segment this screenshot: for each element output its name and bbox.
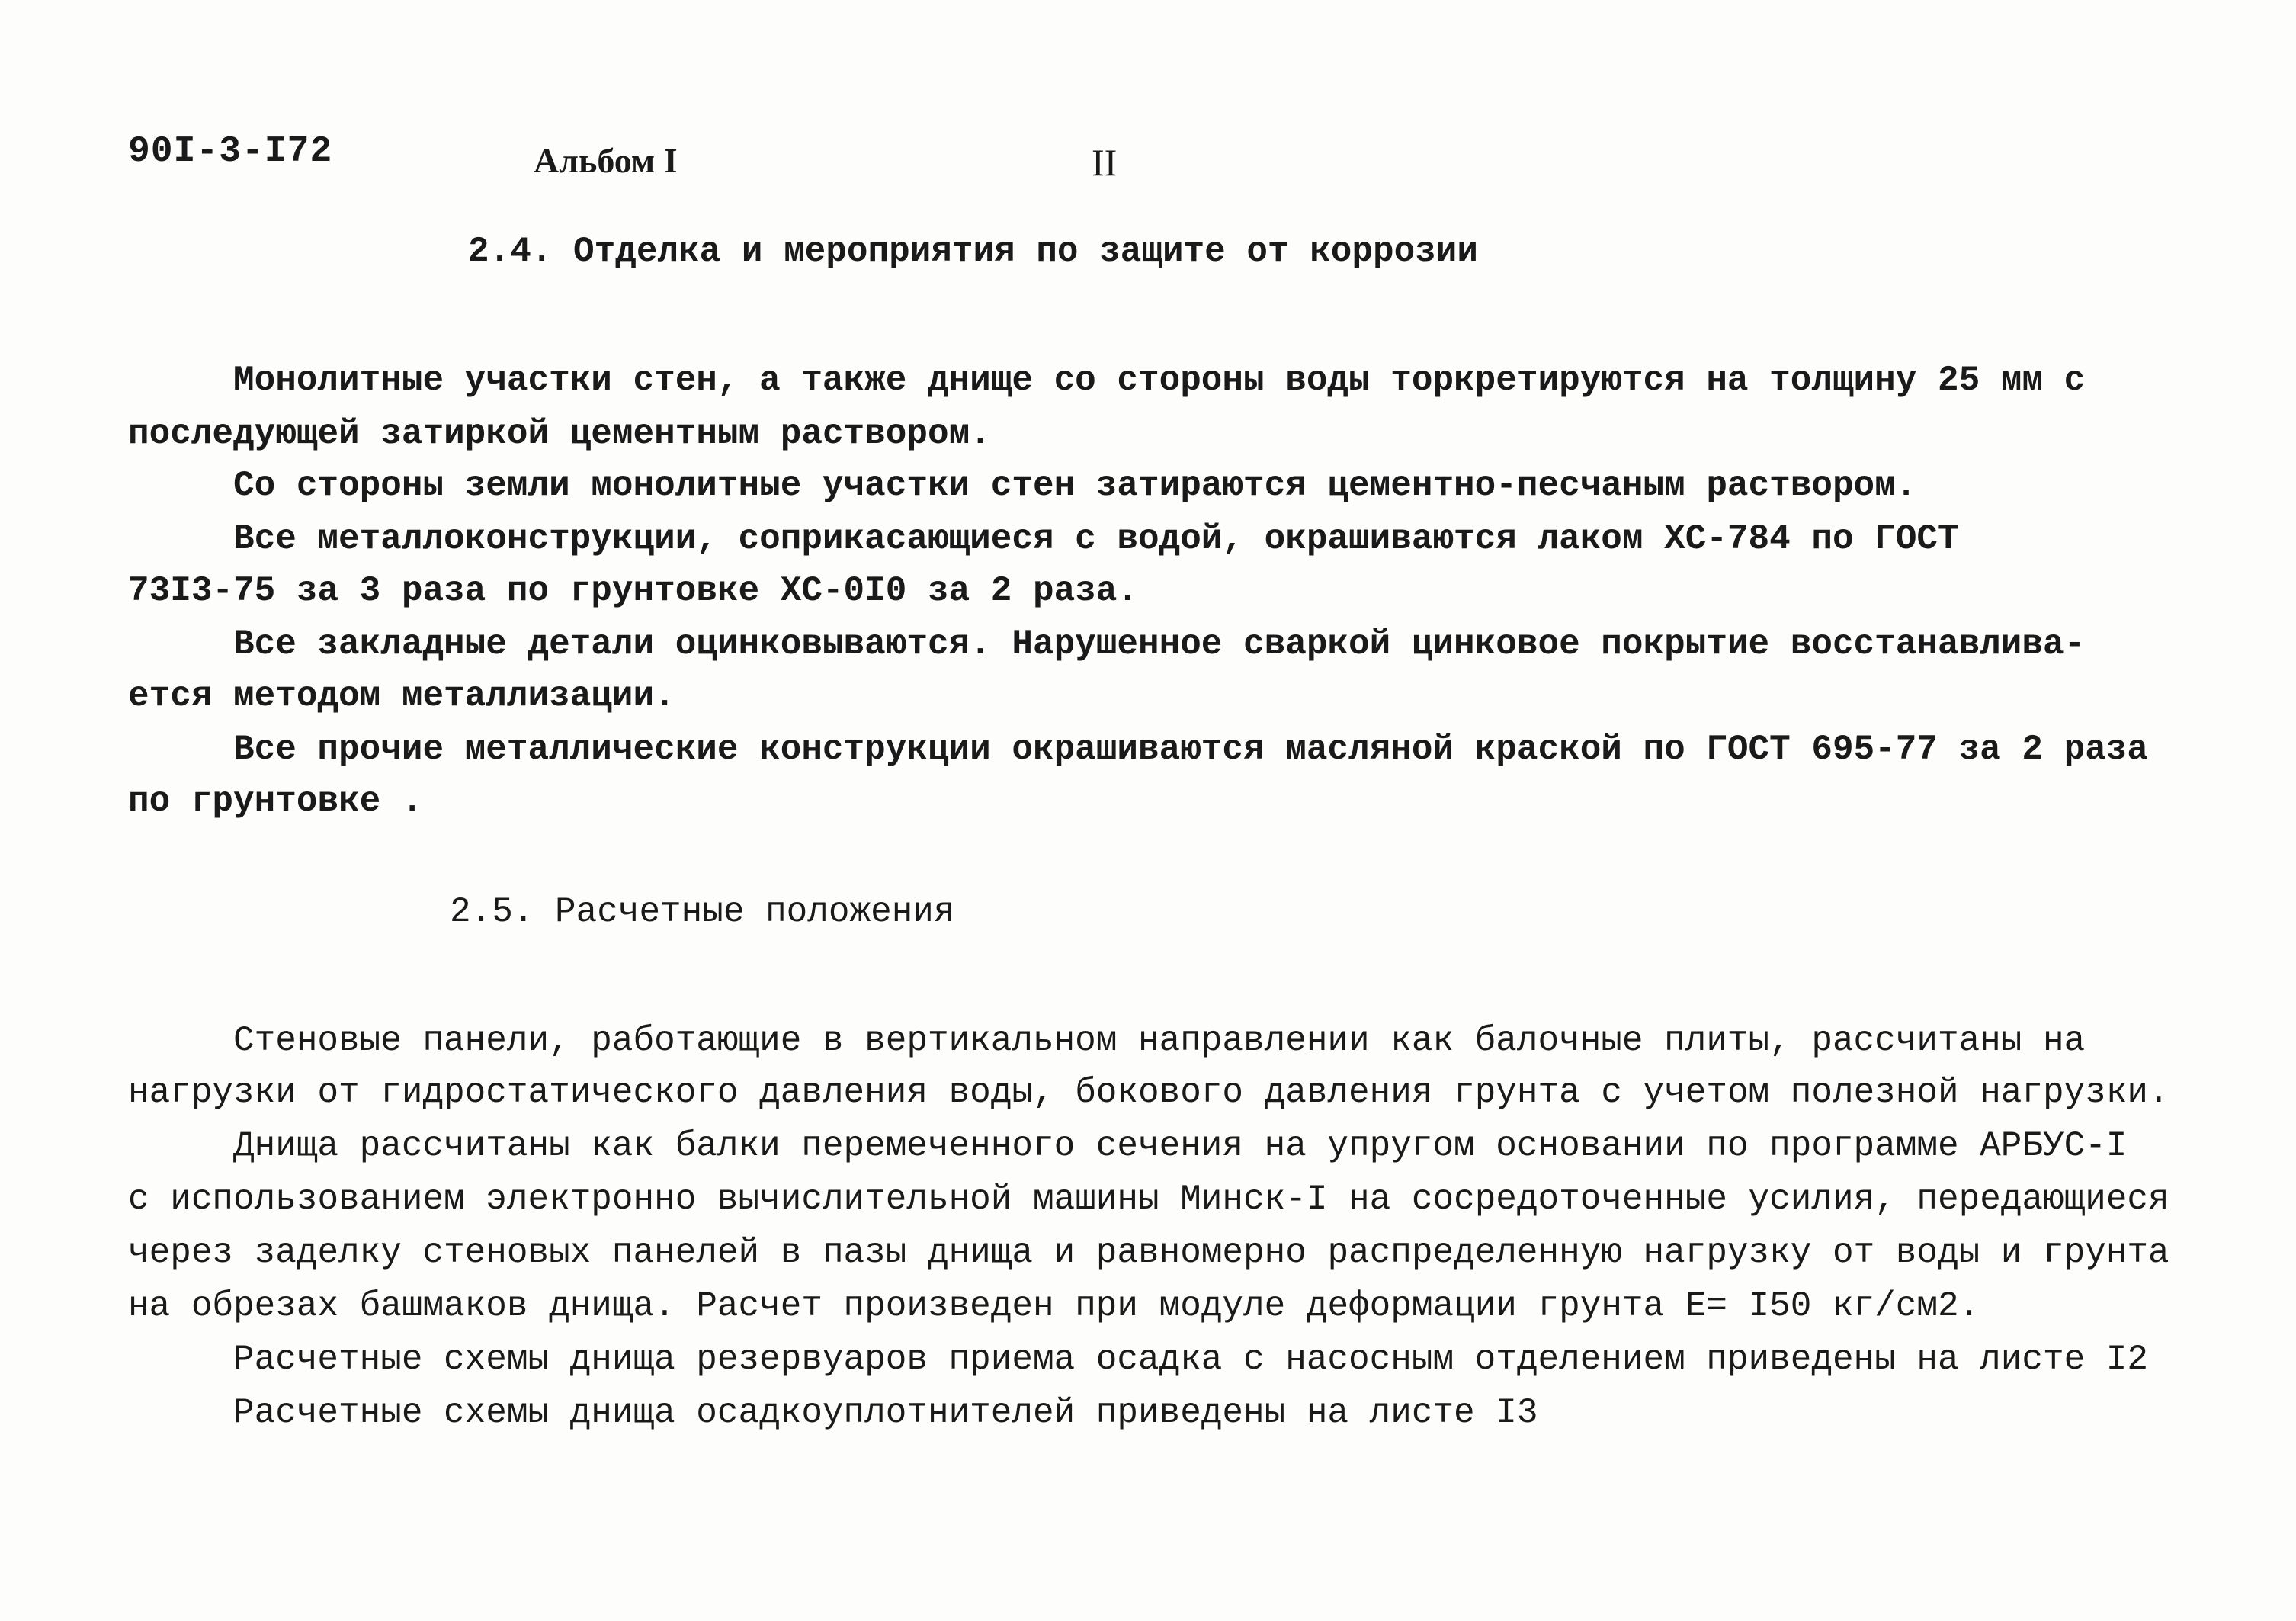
paragraph-line: Монолитные участки стен, а также днище со стороны воды торкретируются на толщину 25 мм с [233,361,2086,400]
section-title: 2.5. Расчетные положения [450,892,955,932]
paragraph-line: Расчетные схемы днища резервуаров приема осадка с насосным отделением приведены на листе I2 [233,1340,2149,1379]
album-label: Альбом I [534,141,678,180]
paragraph-line: по грунтовке . [128,782,423,821]
paragraph-line: ется методом металлизации. [128,676,675,716]
paragraph-line: Днища рассчитаны как балки перемеченного сечения на упругом основании по программе АРБУС-I [233,1126,2128,1166]
paragraph-line: на обрезах башмаков днища. Расчет произведен при модуле деформации грунта Е= I50 кг/см2. [128,1286,1980,1326]
paragraph-line: Со стороны земли монолитные участки стен затираются цементно-песчаным раствором. [233,466,1917,506]
paragraph-line: с использованием электронно вычислительной машины Минск-I на сосредоточенные усилия, передающиеся [128,1180,2169,1219]
paragraph-line: 73I3-75 за 3 раза по грунтовке ХС-0I0 за 2 раза. [128,571,1139,611]
section-title: 2.4. Отделка и мероприятия по защите от коррозии [468,232,1479,271]
paragraph-line: Все металлоконструкции, соприкасающиеся с водой, окрашиваются лаком ХС-784 по ГОСТ [233,519,1959,559]
paragraph-line: Стеновые панели, работающие в вертикальном направлении как балочные плиты, рассчитаны на [233,1021,2086,1061]
paragraph-line: Все закладные детали оцинковываются. Нарушенное сваркой цинковое покрытие восстанавлива- [233,624,2086,664]
paragraph-line: последующей затиркой цементным раствором. [128,414,991,454]
paragraph-line: Расчетные схемы днища осадкоуплотнителей приведены на листе I3 [233,1393,1538,1433]
paragraph-line: Все прочие металлические конструкции окрашиваются масляной краской по ГОСТ 695-77 за 2 раза [233,730,2149,769]
paragraph-line: через заделку стеновых панелей в пазы днища и равномерно распределенную нагрузку от воды и грунта [128,1233,2169,1273]
paragraph-line: нагрузки от гидростатического давления воды, бокового давления грунта с учетом полезной нагрузки. [128,1073,2169,1112]
document-code: 90I-3-I72 [128,131,333,172]
page-number: II [1092,141,1118,184]
